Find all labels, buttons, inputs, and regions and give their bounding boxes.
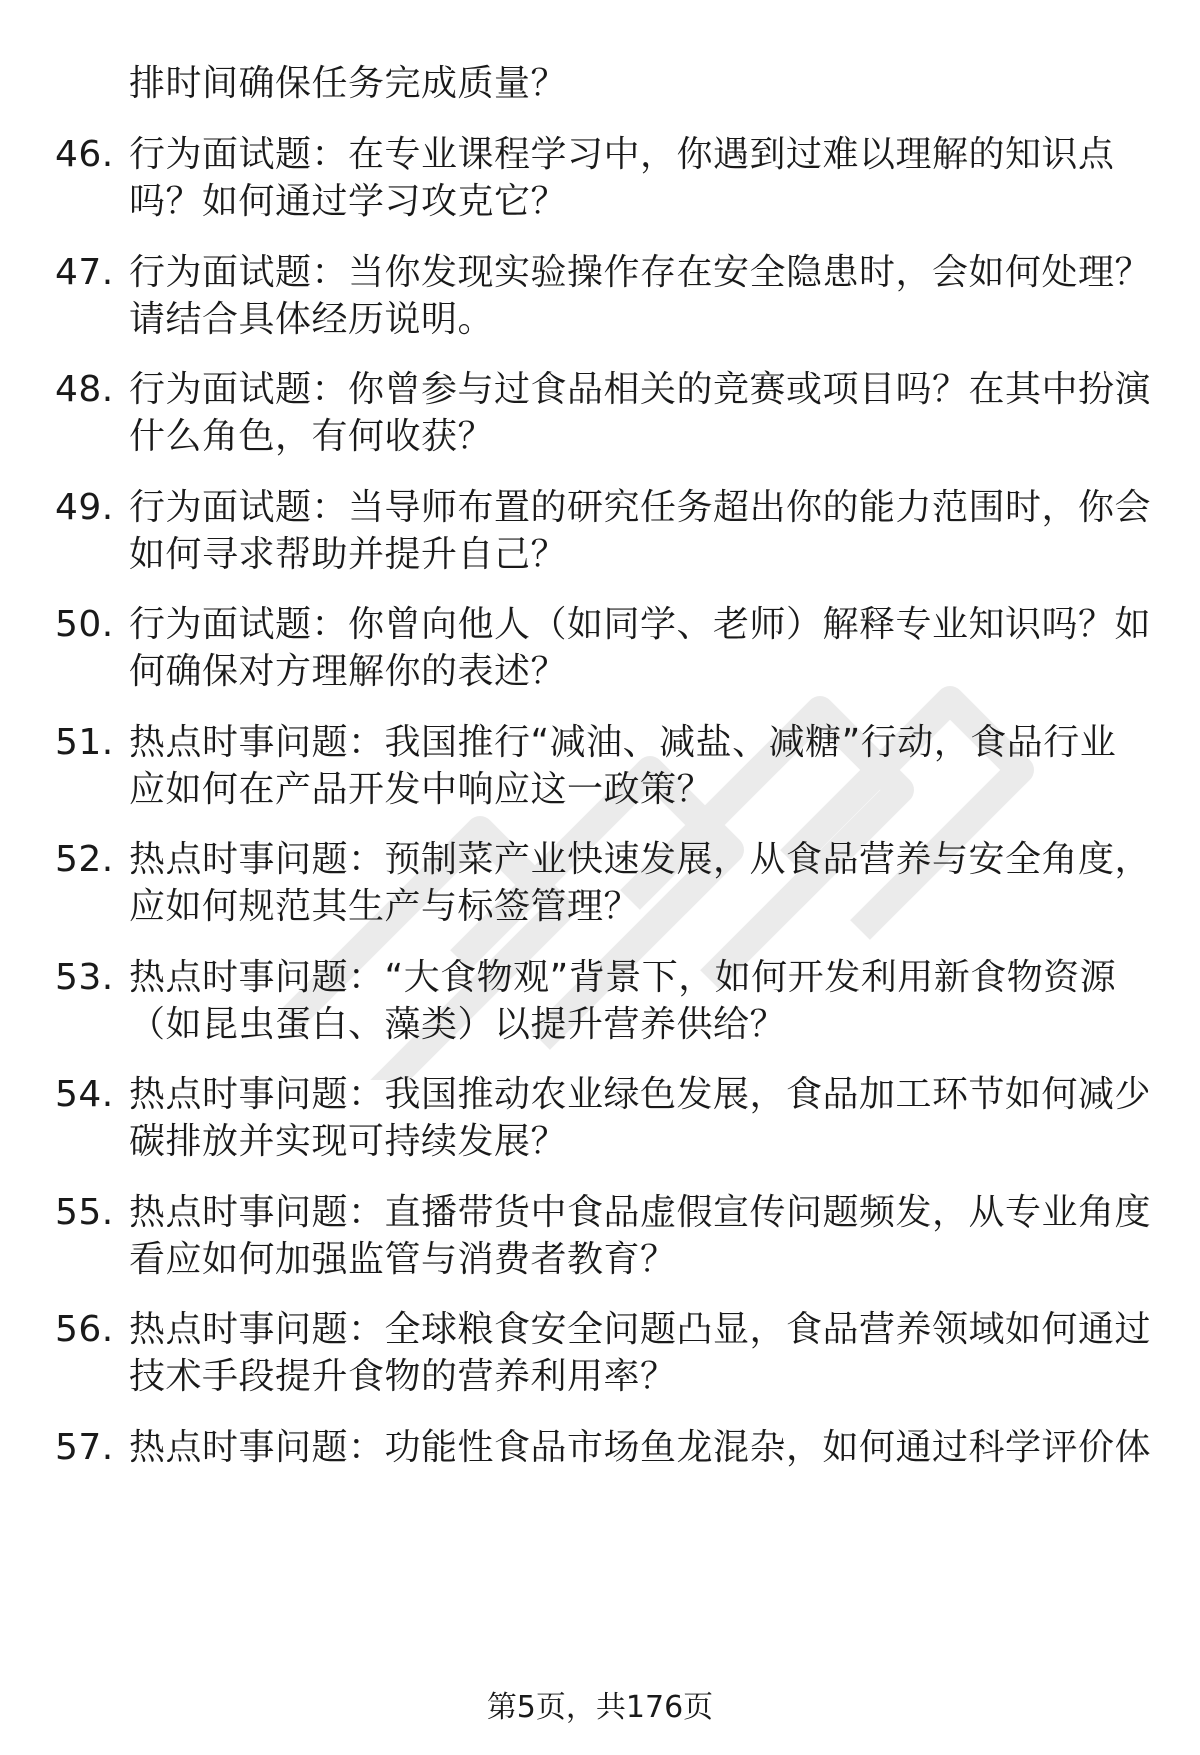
item-text-line: 看应如何加强监管与消费者教育？: [129, 1238, 677, 1280]
item-text-line: 热点时事问题：直播带货中食品虚假宣传问题频发，从专业角度: [129, 1191, 1152, 1233]
item-text-line: 吗？如何通过学习攻克它？: [129, 181, 568, 222]
item-number: 51.: [55, 721, 114, 763]
item-text-line: 行为面试题：当你发现实验操作存在安全隐患时，会如何处理？: [129, 251, 1152, 293]
item-number: 55.: [55, 1191, 114, 1233]
item-number: 49.: [55, 486, 114, 528]
item-number: 50.: [55, 604, 114, 645]
item-text-line: 行为面试题：当导师布置的研究任务超出你的能力范围时，你会: [129, 486, 1152, 528]
item-text-line: 热点时事问题：“大食物观”背景下，如何开发利用新食物资源: [129, 956, 1117, 998]
item-text-line: 何确保对方理解你的表述？: [129, 651, 568, 692]
item-text-line: 行为面试题：你曾向他人（如同学、老师）解释专业知识吗？如: [129, 604, 1152, 645]
item-text-line: 行为面试题：你曾参与过食品相关的竞赛或项目吗？在其中扮演: [129, 369, 1152, 410]
item-text-line: 应如何规范其生产与标签管理？: [129, 886, 641, 927]
item-number: 47.: [55, 251, 114, 293]
item-text-line: 热点时事问题：我国推行“减油、减盐、减糖”行动，食品行业: [129, 721, 1117, 763]
item-text-line: 技术手段提升食物的营养利用率？: [129, 1356, 677, 1397]
item-text-line: 热点时事问题：预制菜产业快速发展，从食品营养与安全角度，: [129, 839, 1152, 880]
item-text-line: （如昆虫蛋白、藻类）以提升营养供给？: [129, 1003, 787, 1045]
item-number: 48.: [55, 369, 114, 410]
item-number: 46.: [55, 134, 114, 175]
item-number: 54.: [55, 1074, 114, 1115]
continuation-line: 排时间确保任务完成质量？: [129, 63, 568, 104]
item-text-line: 应如何在产品开发中响应这一政策？: [129, 768, 714, 810]
item-text-line: 热点时事问题：我国推动农业绿色发展，食品加工环节如何减少: [129, 1074, 1152, 1115]
item-number: 52.: [55, 839, 114, 880]
item-text-line: 如何寻求帮助并提升自己？: [129, 533, 568, 575]
item-text-line: 碳排放并实现可持续发展？: [129, 1121, 568, 1162]
page-footer: 第5页，共176页: [486, 1690, 714, 1725]
item-number: 57.: [55, 1426, 114, 1468]
item-number: 56.: [55, 1309, 114, 1350]
item-text-line: 热点时事问题：全球粮食安全问题凸显，食品营养领域如何通过: [129, 1309, 1152, 1350]
item-text-line: 什么角色，有何收获？: [129, 416, 495, 457]
item-number: 53.: [55, 956, 114, 998]
item-text-line: 热点时事问题：功能性食品市场鱼龙混杂，如何通过科学评价体: [129, 1426, 1152, 1468]
item-text-line: 行为面试题：在专业课程学习中，你遇到过难以理解的知识点: [129, 134, 1115, 175]
item-text-line: 请结合具体经历说明。: [129, 298, 495, 340]
